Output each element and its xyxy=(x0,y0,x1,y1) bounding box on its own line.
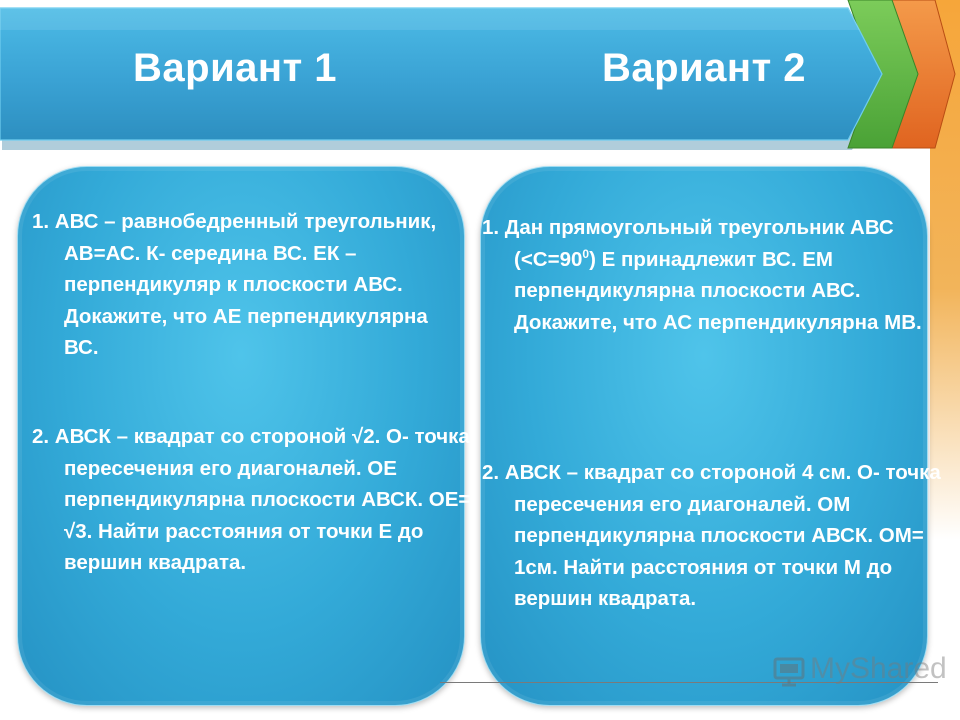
watermark-text: MyShared xyxy=(810,652,947,685)
variant2-task1-text: 1. Дан прямоугольный треугольник АВС (<С=90 xyxy=(482,216,894,271)
watermark xyxy=(768,650,947,694)
presentation-board-icon xyxy=(772,654,806,688)
variant1-title: Вариант 1 xyxy=(133,46,338,90)
variant2-task2: 2. АВСК – квадрат со стороной 4 см. О- точка пересечения его диагоналей. ОМ перпендикулярна плоскости АВСК. ОМ= 1см. Найти расстояния от точки М до вершин квадрата. xyxy=(482,461,941,610)
variant2-title: Вариант 2 xyxy=(602,46,807,90)
variant2-task1-text-cont: ) Е принадлежит ВС. ЕМ перпендикулярна плоскости АВС. Докажите, что АС перпендикулярна МВ. xyxy=(514,247,922,334)
variant1-task2: 2. АВСК – квадрат со стороной √2. О- точка пересечения его диагоналей. ОЕ перпендикулярна плоскости АВСК. ОЕ= √3. Найти расстояния от точки Е до вершин квадрата. xyxy=(32,425,471,574)
variant1-panel xyxy=(17,166,471,706)
variant2-panel xyxy=(480,166,941,706)
degree-superscript: 0 xyxy=(582,246,590,261)
variant1-task1: 1. АВС – равнобедренный треугольник, АВ=АС. К- середина ВС. ЕК – перпендикуляр к плоскости АВС. Докажите, что АЕ перпендикулярна ВС. xyxy=(32,210,437,359)
variant2-task1 xyxy=(482,212,932,338)
